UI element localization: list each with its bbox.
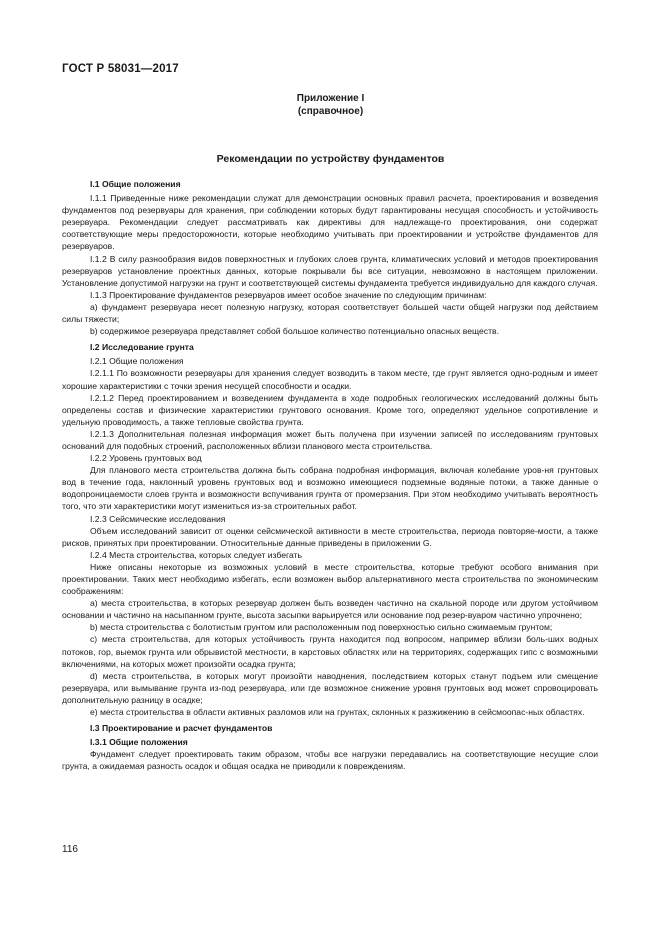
paragraph: а) места строительства, в которых резервуар должен быть возведен частично на скальной породе или другом устойчивом основании и частично на насыпанном грунте, высота засыпки варьируется или основание под резер-вуаром частично упрочнено; — [62, 598, 598, 621]
paragraph: d) места строительства, в которых могут произойти наводнения, последствием которых станут подъем или смещение резервуара, или вымывание грунта из-под резервуара, или где возможное снижение уровня грунтовых вод может спровоцировать дополнительную разницу в осадке; — [62, 670, 598, 705]
paragraph: Фундамент следует проектировать таким образом, чтобы все нагрузки передавались на соответствующие несущие слои грунта, а ожидаемая разность осадок и общая осадка не приводили к повреждениям. — [62, 749, 598, 772]
page-number: 116 — [62, 844, 78, 855]
paragraph: I.2.1.1 По возможности резервуары для хранения следует возводить в таком месте, где грунт является одно-родным и имеет хорошие характеристики с точки зрения несущей способности и осадки. — [62, 368, 598, 391]
paragraph: I.3.1 Общие положения — [90, 737, 188, 748]
paragraph: I.1.2 В силу разнообразия видов поверхностных и глубоких слоев грунта, климатических условий и методов проектирования резервуаров установление проектных данных, которые покрывали бы все ситуации, невозможно в настоящем приложении. Установление допустимой нагрузки на грунт и соответствующей системы фундамента требуется индивидуально для каждого случая. — [62, 253, 598, 288]
paragraph: I.2.1.3 Дополнительная полезная информация может быть получена при изучении записей по исследованиям грунтовых оснований для подобных строений, расположенных вблизи планового места строительства. — [62, 428, 598, 451]
paragraph: I.1.1 Приведенные ниже рекомендации служат для демонстрации основных правил расчета, проектирования и возведения фундаментов под резервуары для хранения, при соблюдении которых будут гарантированы несущая способность и устойчивость резервуара. Рекомендации следует рассматривать как директивы для надлежаще-го проектирования, они содержат соответствующие меры предосторожности, которые необходимо учитывать при проектировании и устройстве фундаментов для резервуаров. — [62, 193, 598, 252]
paragraph: е) места строительства в области активных разломов или на грунтах, склонных к разжижению в сейсмоопас-ных областях. — [90, 707, 585, 718]
paragraph: Ниже описаны некоторые из возможных условий в месте строительства, которые требуют особого внимания при проектировании. Таких мест необходимо избегать, если возможен выбор альтернативного места строительства по экономическим соображениям: — [62, 561, 598, 597]
appendix-type: (справочное) — [297, 106, 364, 117]
page-title: Рекомендации по устройству фундаментов — [216, 153, 445, 165]
paragraph: I.2.1 Общие положения — [90, 356, 184, 367]
paragraph: b) места строительства с болотистым грунтом или расположенным под поверхностью сильно сжимаемым грунтом; — [90, 622, 553, 633]
paragraph: I.2.3 Сейсмические исследования — [90, 513, 226, 524]
paragraph: с) места строительства, для которых устойчивость грунта находится под вопросом, например вблизи боль-ших водных потоков, гор, выемок грунта или обрывистой местности, в карстовых областях или на территориях, содержащих гипс с возможными включениями, на которых может произойти осадка грунта; — [62, 634, 598, 669]
paragraph: Объем исследований зависит от оценки сейсмической активности в месте строительства, периода повторяе-мости, а также рисков, принятых при проектировании. Относительные данные приведены в приложении G. — [62, 525, 598, 548]
section-heading: I.3 Проектирование и расчет фундаментов — [90, 723, 273, 734]
paragraph: I.1.3 Проектирование фундаментов резервуаров имеет особое значение по следующим причинам: — [90, 289, 487, 300]
paragraph: Для планового места строительства должна быть собрана подробная информация, включая колебание уров-ня грунтовых вод в течение года, наклонный уровень грунтовых вод и возможно имеющиеся подземные водяные потоки, а также данные о водопроницаемости слоев грунта и возможности вспучивания грунта от промерзания. При этом необходимо учитывать вероятность того, что эти характеристики могут измениться из-за строительных работ. — [62, 465, 598, 512]
paragraph: I.2.2 Уровень грунтовых вод — [90, 453, 202, 464]
paragraph: I.2.1.2 Перед проектированием и возведением фундамента в ходе подробных геологических исследований должны быть определены состав и физические характеристики грунтового основания. Кроме того, определяют удельное сопротивление и удельную проводимость, а также тепловые свойства грунта. — [62, 392, 598, 427]
section-heading: I.1 Общие положения — [90, 179, 181, 189]
paragraph: b) содержимое резервуара представляет собой большое количество потенциально опасных веществ. — [90, 326, 499, 337]
paragraph: а) фундамент резервуара несет полезную нагрузку, которая соответствует большей части общей нагрузки под действием силы тяжести; — [62, 301, 598, 325]
appendix-label: Приложение I — [296, 93, 365, 104]
standard-header: ГОСТ Р 58031—2017 — [62, 63, 179, 75]
paragraph: I.2.4 Места строительства, которых следует избегать — [90, 549, 302, 560]
document-body — [62, 178, 598, 773]
section-heading: I.2 Исследование грунта — [90, 342, 194, 353]
